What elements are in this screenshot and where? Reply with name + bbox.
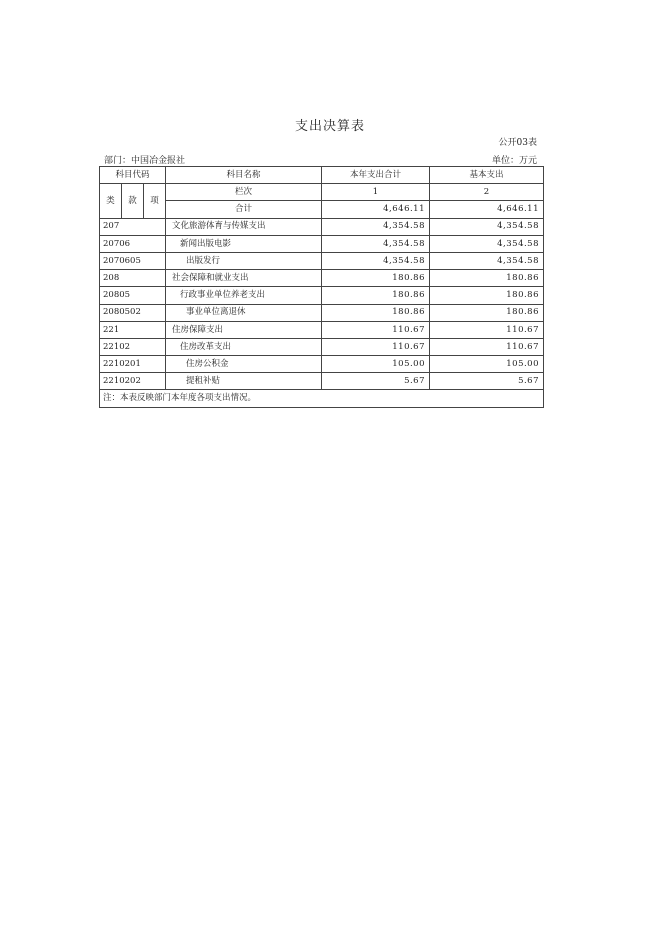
row-name: 新闻出版电影 [166,235,322,252]
header-row [100,167,544,184]
table-note: 注：本表反映部门本年度各项支出情况。 [100,390,544,407]
row-name: 住房保障支出 [166,321,322,338]
row-code: 221 [100,321,166,338]
row-code: 207 [100,218,166,235]
row-name: 住房公积金 [166,356,322,373]
total-amount: 4,646.11 [322,201,430,218]
table-row [100,338,544,355]
table-row [100,356,544,373]
row-code: 2210202 [100,373,166,390]
column-index-1: 1 [322,184,430,201]
department-label: 部门：中国冶金报社 [104,156,186,166]
row-name: 事业单位离退休 [166,304,322,321]
row-basic: 5.67 [430,373,544,390]
table-row [100,287,544,304]
row-name: 文化旅游体育与传媒支出 [166,218,322,235]
expenditure-table [99,166,544,408]
row-basic: 180.86 [430,304,544,321]
total-row [100,201,544,218]
total-label: 合计 [166,201,322,218]
header-kuan: 款 [122,184,144,218]
row-total: 180.86 [322,304,430,321]
unit-label: 单位：万元 [491,156,537,166]
row-total: 4,354.58 [322,235,430,252]
row-name: 行政事业单位养老支出 [166,287,322,304]
row-code: 20706 [100,235,166,252]
column-index-2: 2 [430,184,544,201]
table-row [100,304,544,321]
row-code: 22102 [100,338,166,355]
row-total: 4,354.58 [322,218,430,235]
row-name: 社会保障和就业支出 [166,270,322,287]
row-name: 提租补贴 [166,373,322,390]
row-basic: 105.00 [430,356,544,373]
row-code: 20805 [100,287,166,304]
row-total: 4,354.58 [322,252,430,269]
row-total: 180.86 [322,270,430,287]
basic-amount: 4,646.11 [430,201,544,218]
row-total: 180.86 [322,287,430,304]
form-number: 公开03表 [498,138,537,148]
row-basic: 4,354.58 [430,252,544,269]
table-row [100,321,544,338]
row-name: 出版发行 [166,252,322,269]
row-basic: 110.67 [430,338,544,355]
table-row [100,373,544,390]
row-basic: 4,354.58 [430,235,544,252]
header-xiang: 项 [144,184,166,218]
row-code: 2070605 [100,252,166,269]
header-total: 本年支出合计 [322,167,430,184]
note-row [100,390,544,407]
header-lei: 类 [100,184,122,218]
row-code: 208 [100,270,166,287]
table-row [100,218,544,235]
header-name: 科目名称 [166,167,322,184]
table-row [100,252,544,269]
page-title: 支出决算表 [294,119,365,134]
table-row [100,270,544,287]
row-basic: 180.86 [430,287,544,304]
row-total: 110.67 [322,338,430,355]
row-total: 5.67 [322,373,430,390]
row-code: 2210201 [100,356,166,373]
row-basic: 4,354.58 [430,218,544,235]
row-basic: 110.67 [430,321,544,338]
header-code: 科目代码 [100,167,166,184]
row-total: 110.67 [322,321,430,338]
header-lanci: 栏次 [166,184,322,201]
row-basic: 180.86 [430,270,544,287]
header-basic: 基本支出 [430,167,544,184]
row-name: 住房改革支出 [166,338,322,355]
row-code: 2080502 [100,304,166,321]
table-row [100,235,544,252]
row-total: 105.00 [322,356,430,373]
column-index-row [100,184,544,201]
